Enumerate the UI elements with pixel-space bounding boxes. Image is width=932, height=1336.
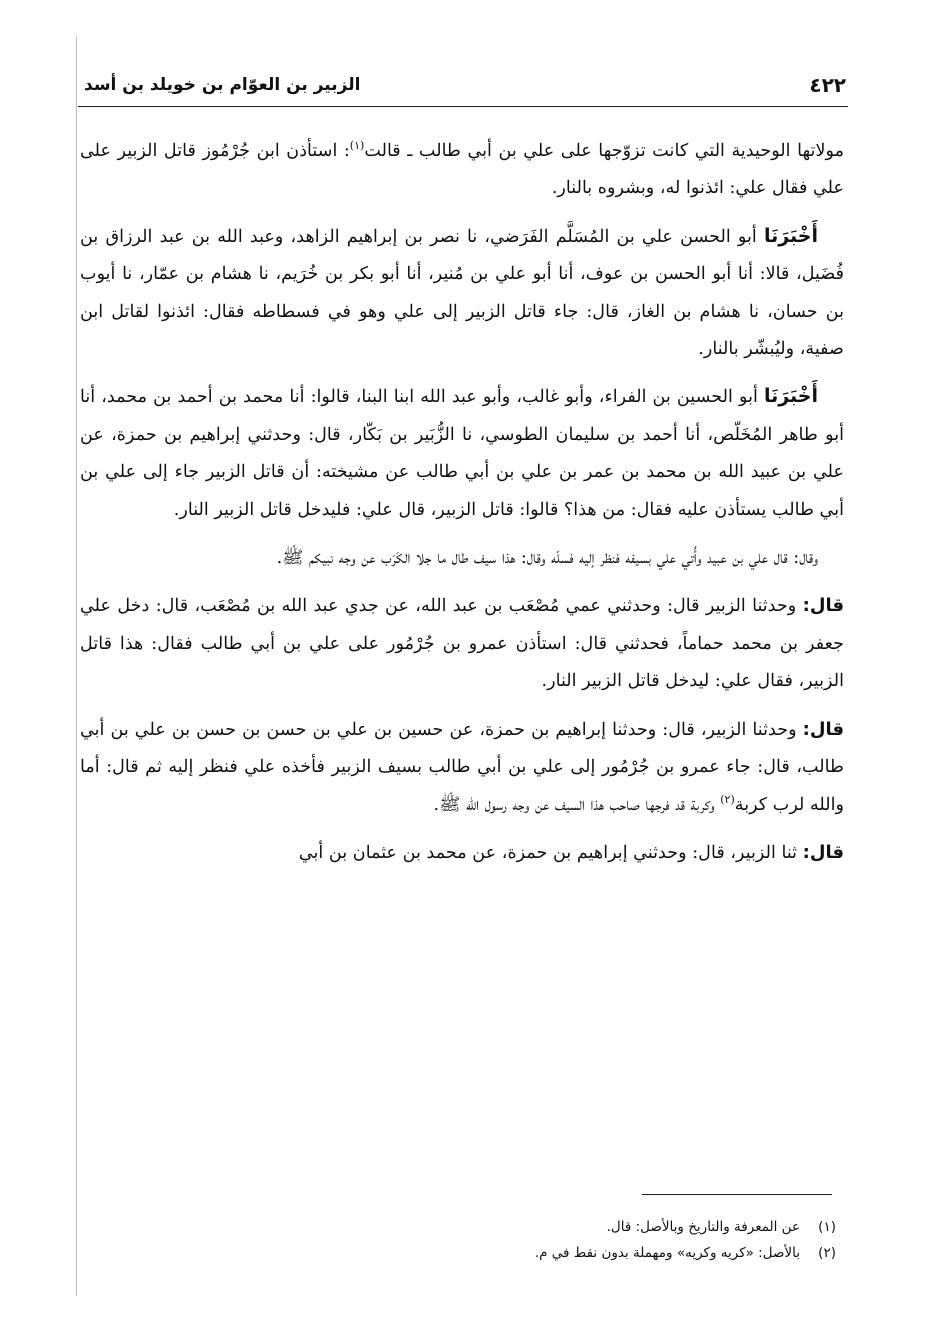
paragraph xyxy=(80,539,844,577)
paragraph xyxy=(80,587,844,700)
paragraph-text: وقال: قال علي بن عبيد وأُتي علي بسيفه فنظر إليه فسلّه وقال: هذا سيف طال ما جلا الكَرَب عن وجه نبيكم ﷺ. xyxy=(276,548,818,569)
paragraph xyxy=(80,378,844,529)
header-rule xyxy=(78,106,848,107)
paragraph-text: : استأذن ابن جُرْمُوز قاتل الزبير على علي فقال علي: ائذنوا له، وبشروه بالنار. xyxy=(80,141,844,199)
footnote xyxy=(80,1214,836,1240)
page-header xyxy=(84,68,846,102)
paragraph-lead: أَخْبَرَنَا xyxy=(763,385,818,408)
page-number: ٤٢٢ xyxy=(809,73,846,97)
footnote-text: عن المعرفة والتاريخ وبالأصل: قال. xyxy=(606,1219,800,1235)
paragraph-text: وحدثنا الزبير، قال: وحدثنا إبراهيم بن حمزة، عن حسين بن علي بن حسن بن حسن بن علي بن أبي طالب، قال: جاء عمرو بن جُرْمُور إلى علي بن أبي طالب بسيف الزبير فأخذه علي فنظر إليه ثم قال: أما والله لرب كربة xyxy=(80,719,844,815)
footnote-rule xyxy=(642,1194,832,1195)
paragraph-text: مولاتها الوحيدية التي كانت تزوّجها على علي بن أبي طالب ـ قالت xyxy=(364,141,845,161)
paragraph xyxy=(80,218,844,369)
footnote-marker[interactable]: (١) xyxy=(349,139,365,153)
paragraph-lead: قال: xyxy=(802,595,844,617)
running-title: الزبير بن العوّام بن خويلد بن أسد xyxy=(84,75,361,95)
paragraph-text: أبو الحسين بن الفراء، وأبو غالب، وأبو عبد الله ابنا البنا، قالوا: أنا محمد بن أحمد بن محمد، أنا أبو طاهر المُخَلّص، أنا أحمد بن سليمان الطوسي، نا الزُّبَير بن بَكّار، قال: وحدثني إبراهيم بن حمزة، عن علي بن عبيد الله بن محمد بن عمر بن علي بن أبي طالب عن مشيخته: أن قاتل الزبير جاء إلى علي بن أبي طالب يستأذن عليه فقال: من هذا؟ قالوا: قاتل الزبير، قال علي: فليدخل قاتل الزبير النار. xyxy=(80,387,844,520)
paragraph-lead: قال: xyxy=(802,718,844,740)
footnote-marker[interactable]: (٢) xyxy=(720,792,735,806)
paragraph-lead: قال: xyxy=(802,841,844,863)
footnote-number: (٢) xyxy=(818,1245,836,1261)
paragraph-lead: أَخْبَرَنَا xyxy=(763,224,818,247)
main-text xyxy=(80,132,844,882)
paragraph xyxy=(80,711,844,824)
footnotes xyxy=(80,1214,836,1266)
footnote-text: بالأصل: «كريه وكريه» ومهملة بدون نقط في م. xyxy=(534,1245,800,1261)
paragraph-text: وكربة قد فرجها صاحب هذا السيف عن وجه رسول الله ﷺ. xyxy=(433,794,721,815)
paragraph-text: وحدثنا الزبير قال: وحدثني عمي مُصْعَب بن عبد الله، عن جدي عبد الله بن مُصْعَب، قال: دخل علي جعفر بن محمد حماماً، فحدثني قال: استأذن عمرو بن جُرْمُور على علي بن أبي طالب فقال: هذا قاتل الزبير، فقال علي: ليدخل قاتل الزبير النار. xyxy=(80,596,844,692)
margin-line xyxy=(76,36,77,1296)
paragraph-text: ثنا الزبير، قال: وحدثني إبراهيم بن حمزة، عن محمد بن عثمان بن أبي xyxy=(298,842,803,863)
paragraph xyxy=(80,132,844,208)
footnote xyxy=(80,1240,836,1266)
footnote-number: (١) xyxy=(818,1219,836,1235)
paragraph xyxy=(80,834,844,872)
paragraph-text: أبو الحسن علي بن المُسَلَّم الفَرَضي، نا نصر بن إبراهيم الزاهد، وعبد الله بن عبد الرزاق بن فُضَيل، قالا: أنا أبو الحسن بن عوف، أنا أبو علي بن مُنير، أنا أبو بكر بن خُرَيم، نا هشام بن عمّار، نا أيوب بن حسان، نا هشام بن الغاز، قال: جاء قاتل الزبير إلى علي وهو في فسطاطه فقال: ائذنوا لقاتل ابن صفية، وليُبشّر بالنار. xyxy=(80,226,844,360)
